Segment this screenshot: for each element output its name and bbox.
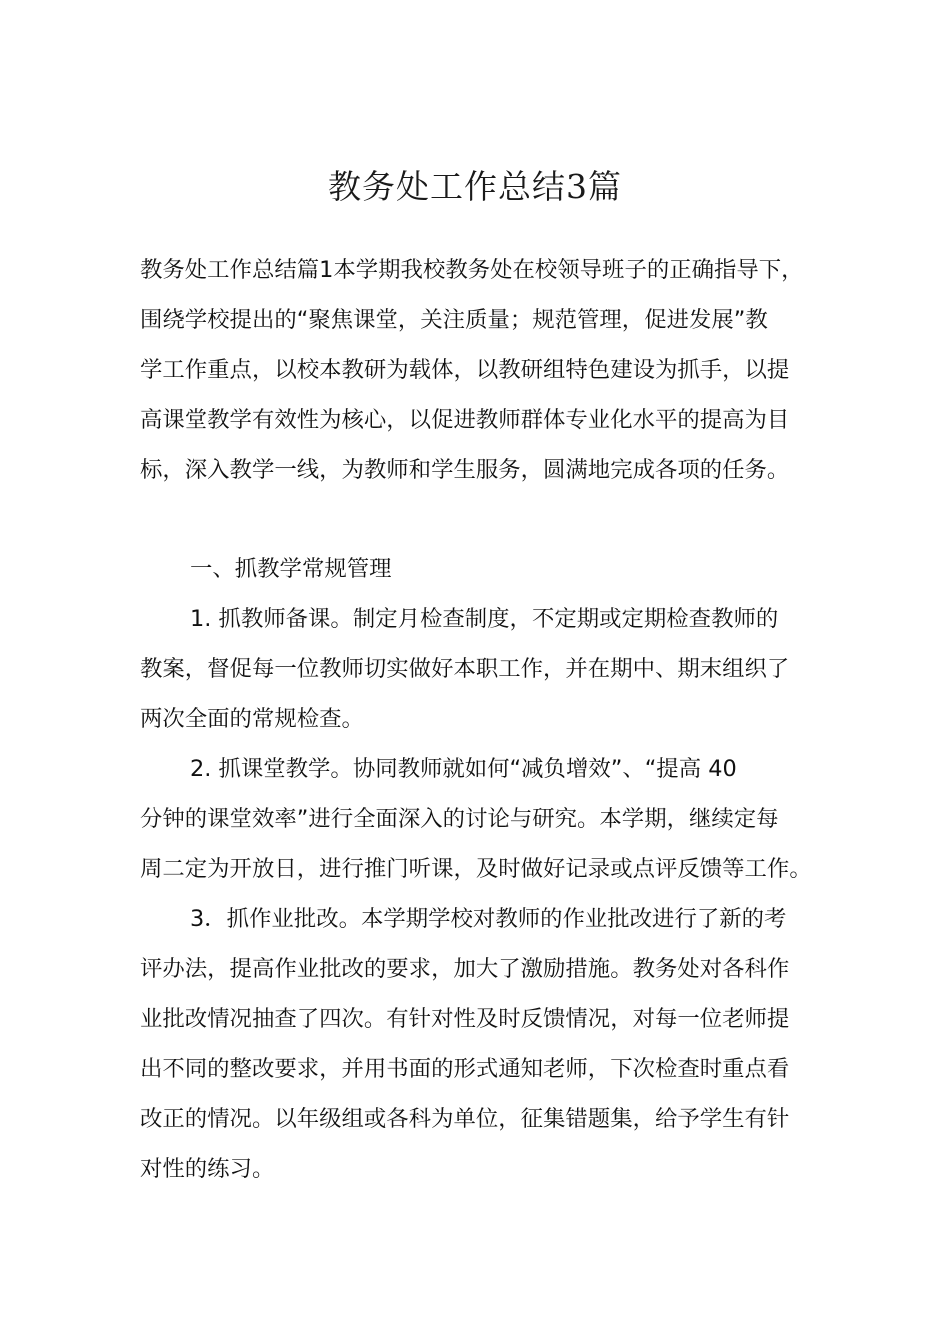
intro-line-2: 围绕学校提出的“聚焦课堂，关注质量；规范管理，促进发展”教 <box>140 307 768 333</box>
intro-line-5: 标，深入教学一线，为教师和学生服务，圆满地完成各项的任务。 <box>140 457 790 483</box>
item2-line-1: 2. 抓课堂教学。协同教师就如何“减负增效”、“提高 40 <box>190 756 737 782</box>
item1-line-1: 1. 抓教师备课。制定月检查制度，不定期或定期检查教师的 <box>190 606 779 632</box>
item3-line-4: 出不同的整改要求，并用书面的形式通知老师，下次检查时重点看 <box>140 1056 790 1082</box>
section-heading: 一、抓教学常规管理 <box>190 556 392 582</box>
item3-line-2: 评办法，提高作业批改的要求，加大了激励措施。教务处对各科作 <box>140 956 790 982</box>
item1-line-2: 教案，督促每一位教师切实做好本职工作，并在期中、期末组织了 <box>140 656 790 682</box>
intro-line-1: 教务处工作总结篇1本学期我校教务处在校领导班子的正确指导下， <box>140 257 804 283</box>
item3-line-3: 业批改情况抽查了四次。有针对性及时反馈情况，对每一位老师提 <box>140 1006 790 1032</box>
item3-line-1: 3．抓作业批改。本学期学校对教师的作业批改进行了新的考 <box>190 906 787 932</box>
item3-line-5: 改正的情况。以年级组或各科为单位，征集错题集，给予学生有针 <box>140 1106 790 1132</box>
item2-line-3: 周二定为开放日，进行推门听课，及时做好记录或点评反馈等工作。 <box>140 856 812 882</box>
item2-line-2: 分钟的课堂效率”进行全面深入的讨论与研究。本学期，继续定每 <box>140 806 779 832</box>
item1-line-3: 两次全面的常规检查。 <box>140 706 364 732</box>
intro-line-3: 学工作重点，以校本教研为载体，以教研组特色建设为抓手，以提 <box>140 357 790 383</box>
item3-line-6: 对性的练习。 <box>140 1156 275 1182</box>
intro-line-4: 高课堂教学有效性为核心，以促进教师群体专业化水平的提高为目 <box>140 407 790 433</box>
document-title: 教务处工作总结3篇 <box>328 167 622 206</box>
